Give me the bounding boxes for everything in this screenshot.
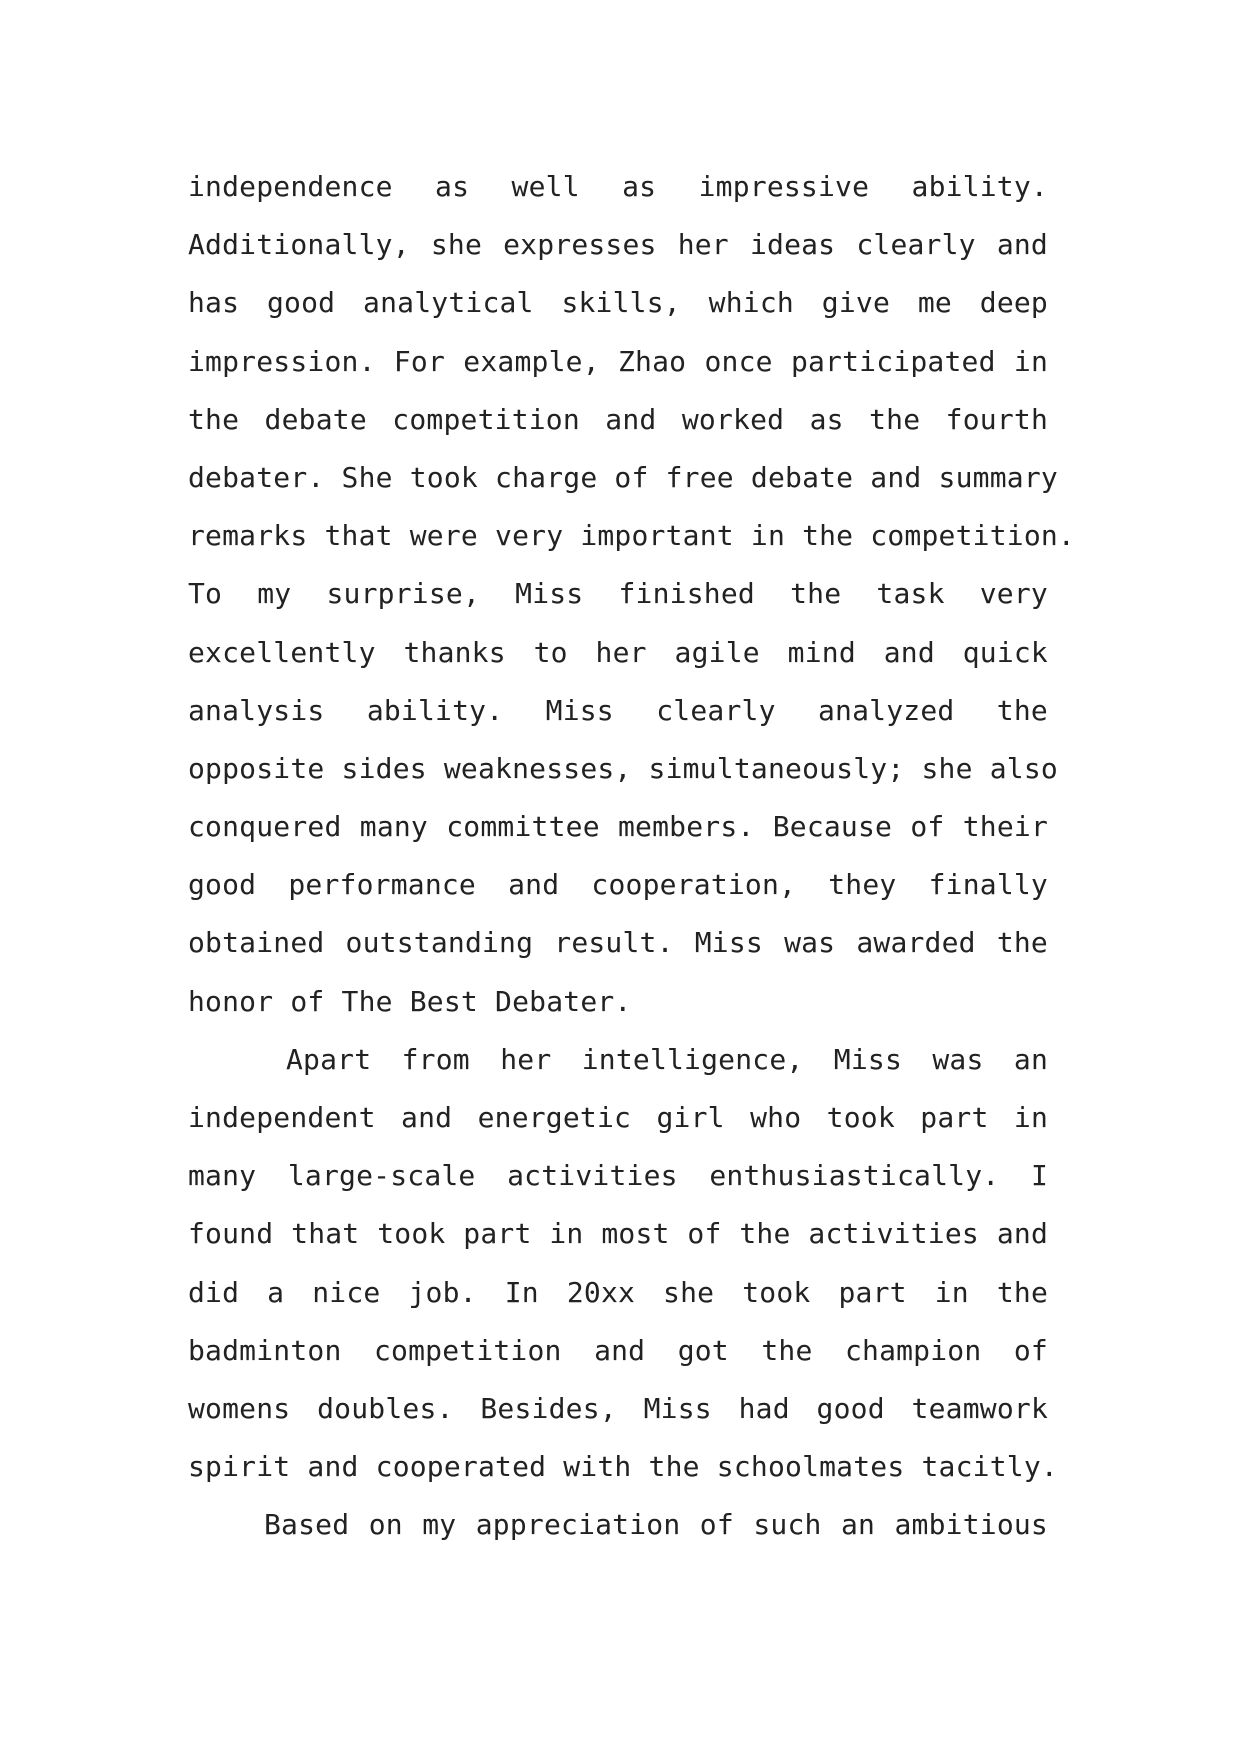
body-line: opposite sides weaknesses, simultaneously; she also — [188, 751, 1058, 785]
body-line: has good analytical skills, which give me deep — [188, 286, 1048, 320]
body-line: analysis ability. Miss clearly analyzed the — [188, 693, 1048, 727]
body-line: womens doubles. Besides, Miss had good teamwork — [188, 1391, 1048, 1425]
body-line: badminton competition and got the champion of — [188, 1333, 1048, 1367]
body-line: honor of The Best Debater. — [188, 984, 632, 1018]
body-line: the debate competition and worked as the fourth — [188, 402, 1048, 436]
body-line: did a nice job. In 20xx she took part in the — [188, 1275, 1048, 1309]
body-line: spirit and cooperated with the schoolmates tacitly. — [188, 1450, 1058, 1484]
body-line: Based on my appreciation of such an ambitious — [264, 1508, 1048, 1542]
body-line: To my surprise, Miss finished the task very — [188, 577, 1048, 611]
body-line: obtained outstanding result. Miss was awarded the — [188, 926, 1048, 960]
body-line: independent and energetic girl who took part in — [188, 1101, 1048, 1134]
body-line: impression. For example, Zhao once participated in — [188, 344, 1048, 378]
body-line: conquered many committee members. Because of their — [188, 810, 1048, 844]
body-line: independence as well as impressive ability. — [188, 170, 1048, 203]
body-line: good performance and cooperation, they finally — [188, 868, 1048, 902]
body-line: Apart from her intelligence, Miss was an — [286, 1042, 1048, 1076]
body-line: debater. She took charge of free debate and summary — [188, 460, 1058, 494]
body-line: many large-scale activities enthusiastically. I — [188, 1159, 1048, 1193]
body-line: excellently thanks to her agile mind and quick — [188, 635, 1048, 669]
body-line: found that took part in most of the activities and — [188, 1217, 1048, 1251]
letter-body — [188, 158, 1075, 1555]
body-line: Additionally, she expresses her ideas clearly and — [188, 228, 1048, 262]
body-line: remarks that were very important in the competition. — [188, 519, 1075, 553]
